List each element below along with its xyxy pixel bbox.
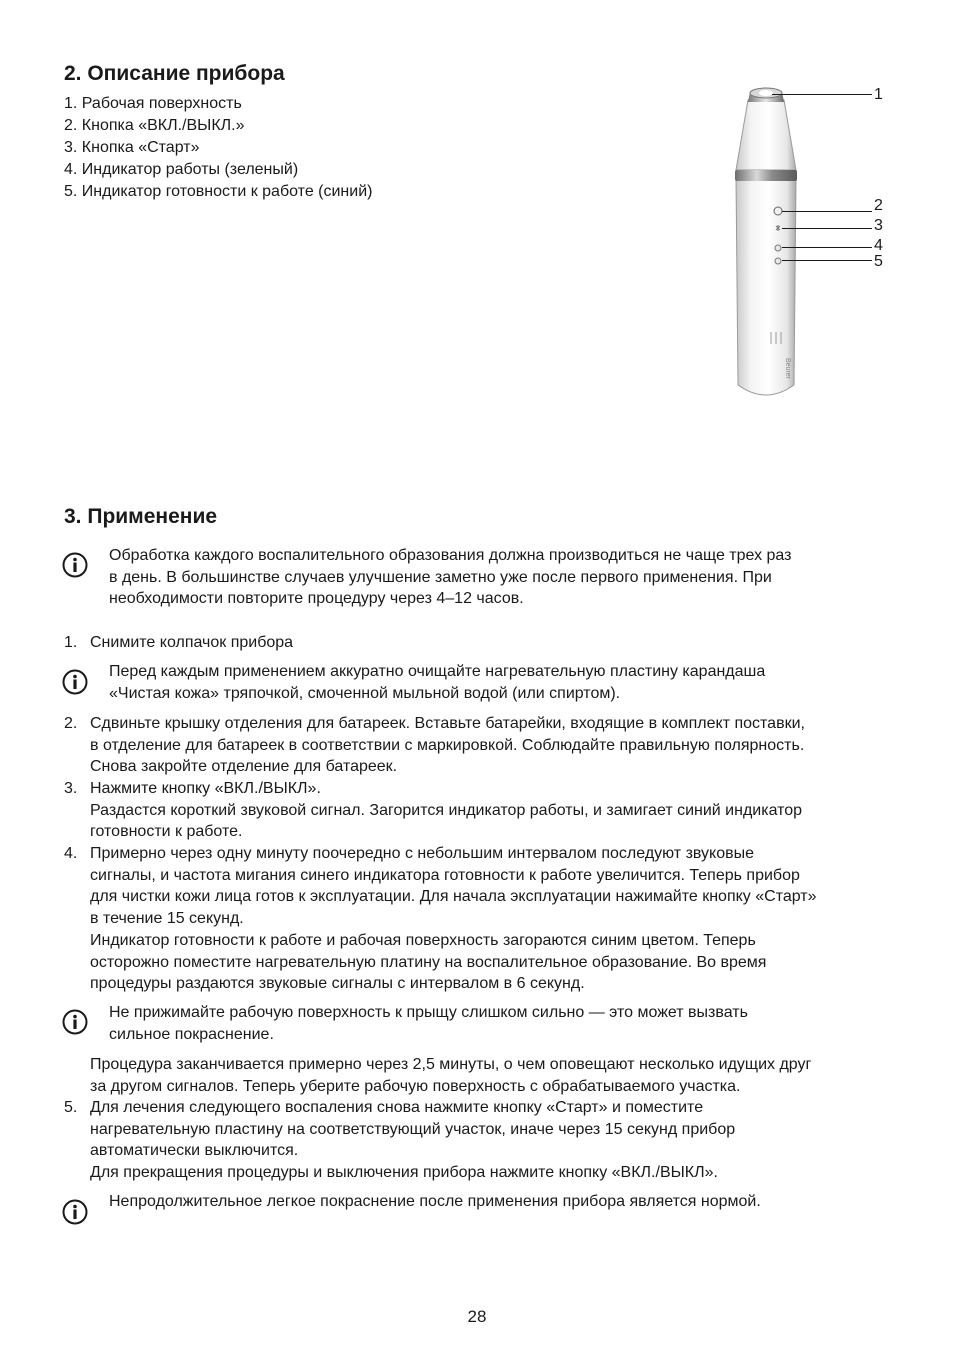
step-line: Раздастся короткий звуковой сигнал. Загорится индикатор работы, и замигает синий индикатор: [90, 801, 803, 819]
step-text: [90, 843, 895, 995]
step-line: сигналы, и частота мигания синего индикатора готовности к работе увеличится. Теперь прибор: [90, 866, 800, 884]
step-number: 1.: [64, 634, 78, 651]
page-number: 28: [467, 1307, 487, 1326]
step-line: готовности к работе.: [90, 823, 243, 841]
callout-number: 2: [874, 197, 883, 214]
info-note-line: сильное покраснение.: [109, 1025, 274, 1043]
device-illustration: [726, 80, 896, 410]
step-line: нагревательную пластину на соответствующий участок, иначе через 15 секунд прибор: [90, 1120, 736, 1138]
info-note-line: Не прижимайте рабочую поверхность к прыщу слишком сильно — это может вызвать: [109, 1004, 748, 1021]
info-icon: [62, 669, 88, 695]
section-title-usage: 3. Применение: [64, 505, 218, 528]
step-line: Снова закройте отделение для батареек.: [90, 758, 398, 776]
info-icon: [62, 1199, 88, 1225]
callout-line-5: [782, 260, 872, 261]
step-line: за другом сигналов. Теперь уберите рабочую поверхность с обрабатываемого участка.: [90, 1077, 741, 1095]
info-note: [109, 661, 914, 704]
section-title-description: 2. Описание прибора: [64, 62, 285, 85]
callout-number: 4: [874, 237, 883, 254]
step-number: 2.: [64, 715, 78, 732]
callout-line-4: [782, 247, 872, 248]
parts-list-item: 4. Индикатор работы (зеленый): [64, 161, 299, 178]
step-text: [90, 713, 895, 778]
step-line: Примерно через одну минуту поочередно с небольшим интервалом последуют звуковые: [90, 845, 755, 862]
step-line: Для прекращения процедуры и выключения прибора нажмите кнопку «ВКЛ./ВЫКЛ».: [90, 1164, 718, 1182]
step-line: в течение 15 секунд.: [90, 910, 244, 928]
info-note: [109, 1002, 914, 1045]
step-text: [90, 1097, 895, 1184]
parts-list-item: 5. Индикатор готовности к работе (синий): [64, 183, 373, 200]
step-line: Индикатор готовности к работе и рабочая поверхность загораются синим цветом. Теперь: [90, 931, 756, 949]
parts-list-item: 1. Рабочая поверхность: [64, 95, 242, 112]
callout-number: 5: [874, 253, 883, 270]
callout-number: 1: [874, 86, 883, 103]
info-icon: [62, 552, 88, 578]
callout-number: 3: [874, 217, 883, 234]
step-text: [90, 632, 895, 654]
step-number: 3.: [64, 780, 78, 797]
step-line: Для лечения следующего воспаления снова нажмите кнопку «Старт» и поместите: [90, 1099, 704, 1116]
step-line: Снимите колпачок прибора: [90, 634, 294, 651]
parts-list: [64, 93, 372, 203]
info-note-line: в день. В большинстве случаев улучшение заметно уже после первого применения. При: [109, 568, 772, 586]
info-note-line: Непродолжительное легкое покраснение после применения прибора является нормой.: [109, 1193, 761, 1210]
info-note-line: необходимости повторите процедуру через 4–12 часов.: [109, 590, 524, 608]
step-line: для чистки кожи лица готов к эксплуатации. Для начала эксплуатации нажимайте кнопку «Старт»: [90, 888, 817, 906]
parts-list-item: 3. Кнопка «Старт»: [64, 139, 200, 156]
step-line: процедуры раздаются звуковые сигналы с интервалом в 6 секунд.: [90, 975, 585, 993]
step-line: автоматически выключится.: [90, 1142, 299, 1160]
parts-list-item: 2. Кнопка «ВКЛ./ВЫКЛ.»: [64, 117, 245, 134]
step-line: Процедура заканчивается примерно через 2,5 минуты, о чем оповещают несколько идущих друг: [90, 1056, 812, 1073]
step-line: Сдвиньте крышку отделения для батареек. Вставьте батарейки, входящие в комплект поставки,: [90, 715, 805, 732]
step-line: Нажмите кнопку «ВКЛ./ВЫКЛ».: [90, 780, 321, 797]
callout-line-2: [782, 211, 872, 212]
device-brand-text: Beurer: [784, 358, 791, 380]
info-note-line: Перед каждым применением аккуратно очищайте нагревательную пластину карандаша: [109, 663, 766, 680]
step-text-continuation: [90, 1054, 895, 1097]
device-drawing: [726, 80, 896, 410]
info-note-line: Обработка каждого воспалительного образования должна производиться не чаще трех раз: [109, 547, 792, 564]
info-icon: [62, 1009, 88, 1035]
step-text: [90, 778, 895, 843]
callout-line-1: [772, 94, 872, 95]
callout-line-3: [782, 228, 872, 229]
info-note: [109, 1191, 914, 1213]
step-number: 5.: [64, 1099, 78, 1116]
info-note: [109, 545, 914, 610]
step-number: 4.: [64, 845, 78, 862]
info-note-line: «Чистая кожа» тряпочкой, смоченной мыльной водой (или спиртом).: [109, 684, 621, 702]
step-line: в отделение для батареек в соответствии с маркировкой. Соблюдайте правильную полярность.: [90, 736, 805, 754]
step-line: осторожно поместите нагревательную платину на воспалительное образование. Во время: [90, 953, 767, 971]
